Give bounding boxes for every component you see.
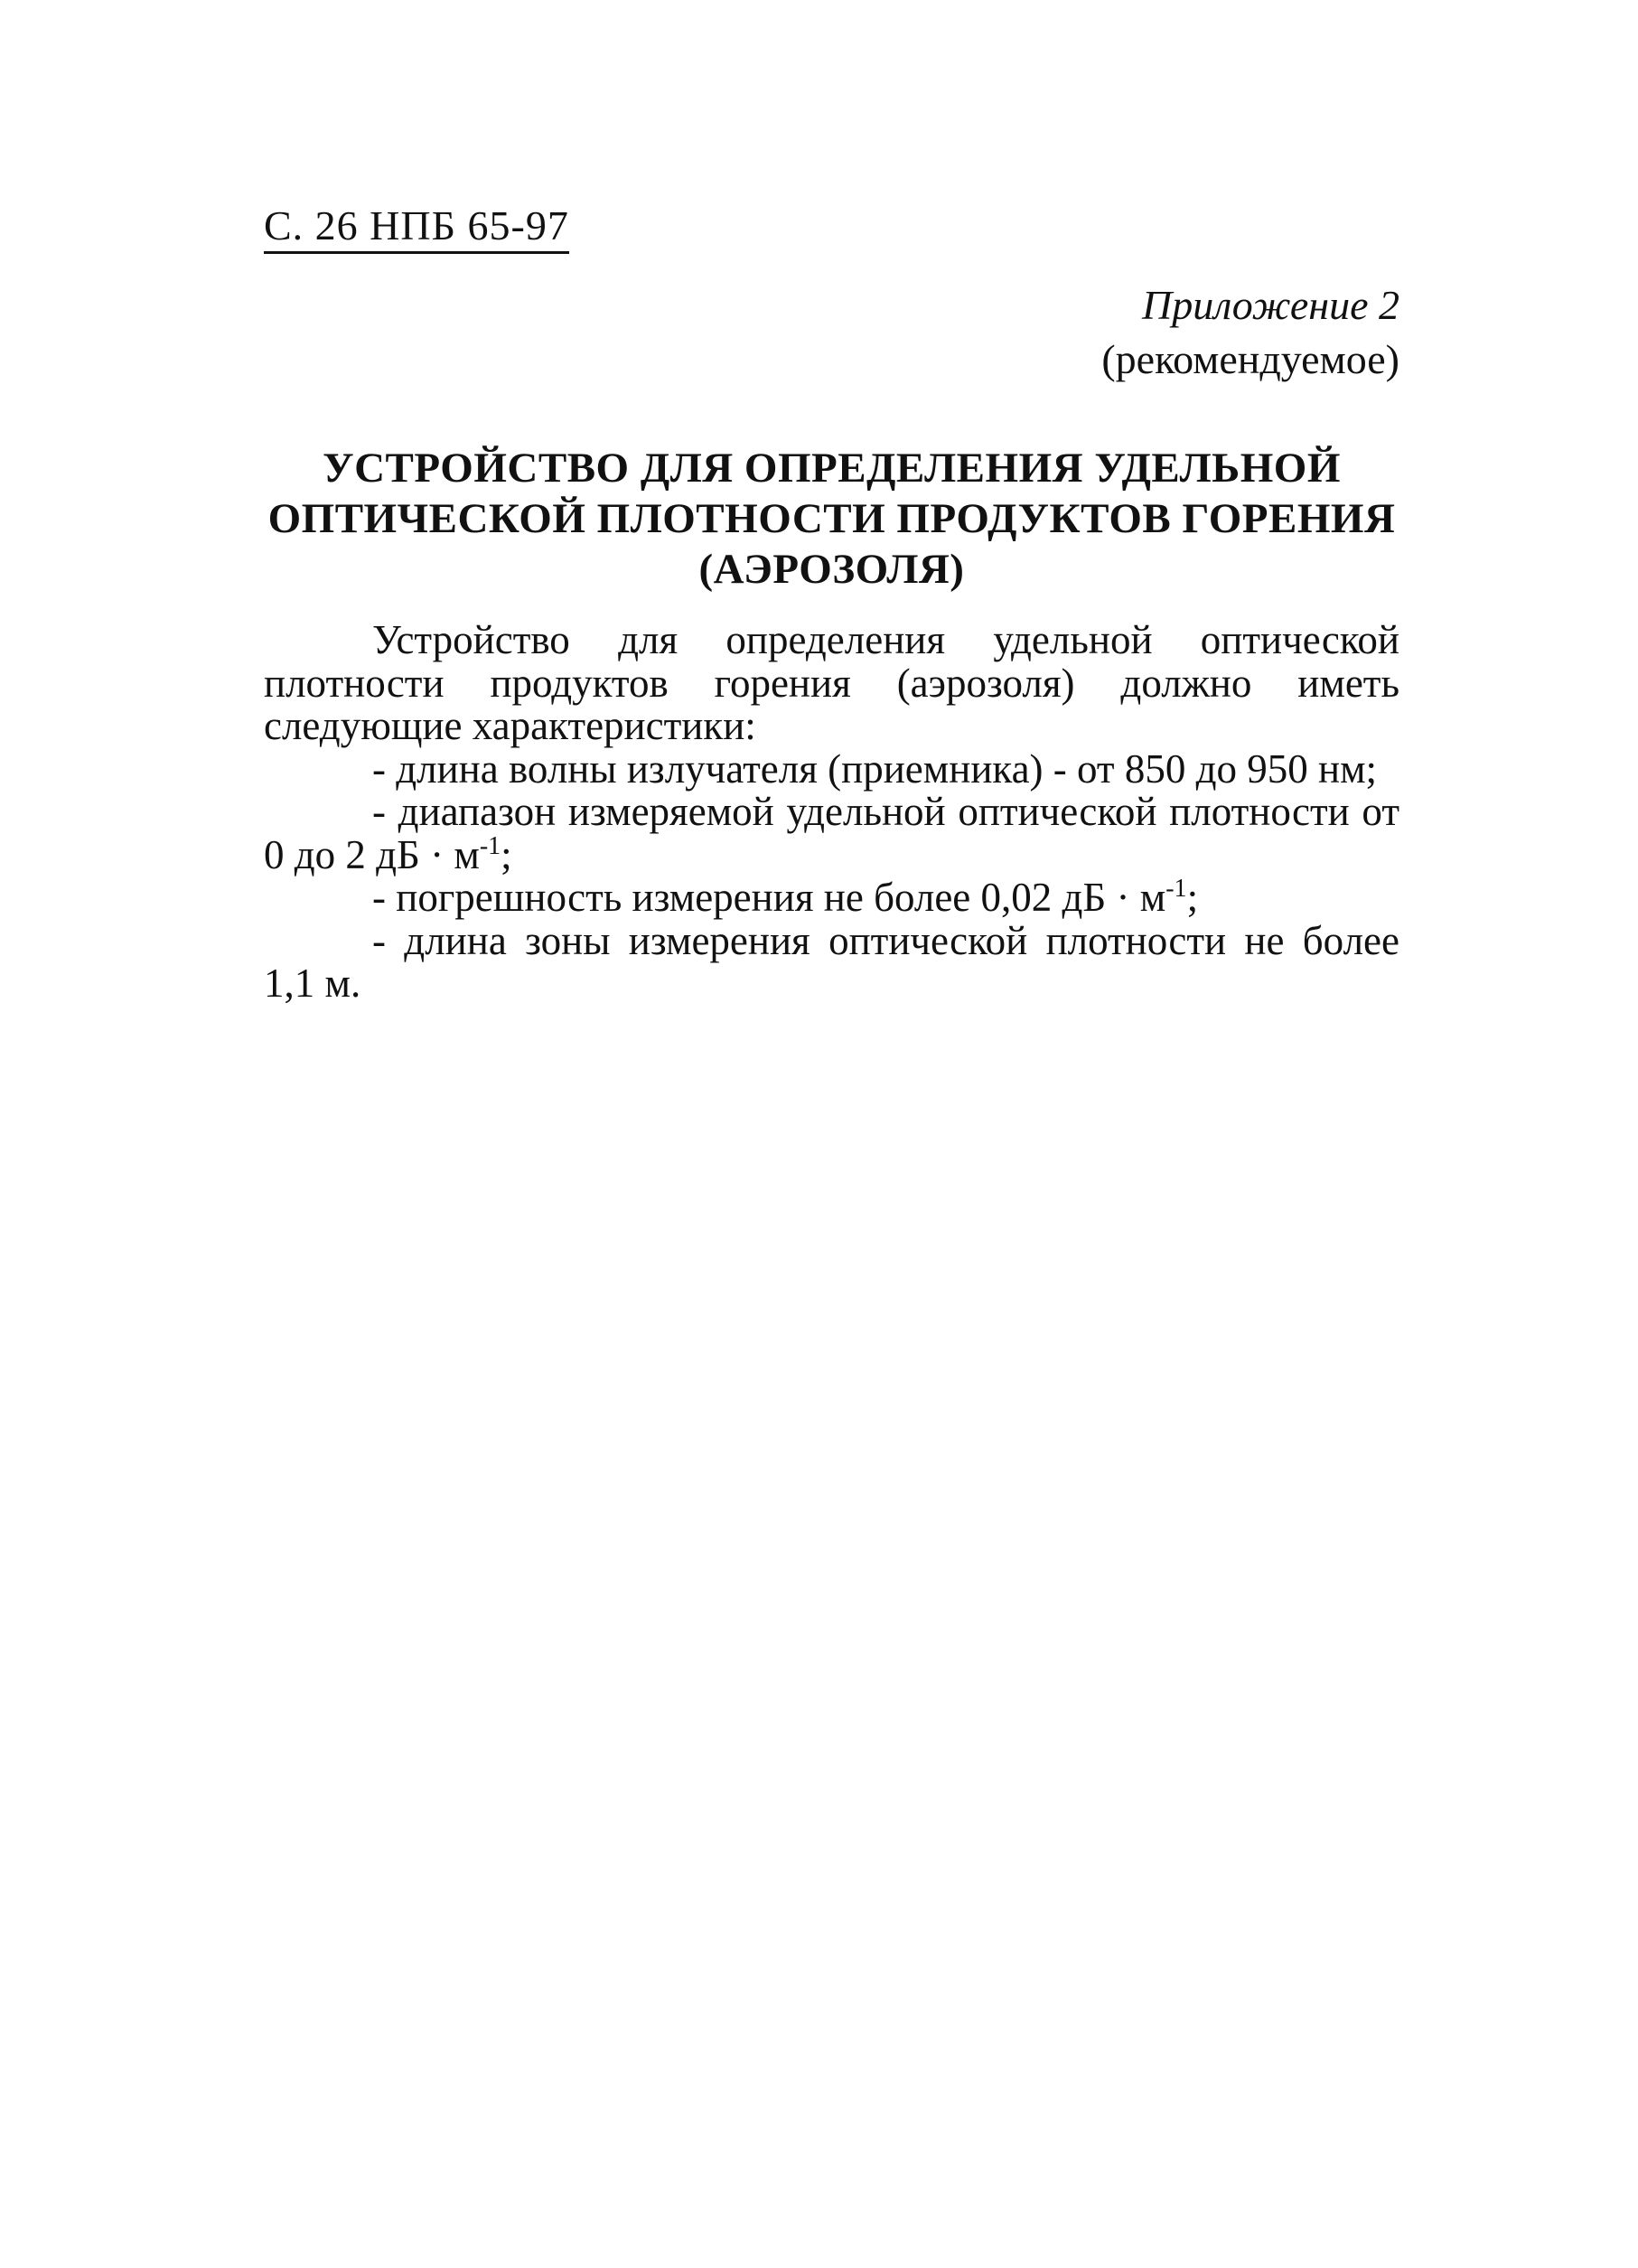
title-line-3: (АЭРОЗОЛЯ) — [698, 546, 965, 593]
measurement-error-exponent: -1 — [1165, 875, 1187, 903]
characteristics-list — [264, 745, 1399, 1006]
appendix-note: (рекомендуемое) — [1101, 336, 1399, 382]
document-title — [264, 443, 1399, 595]
list-item-wavelength: - длина волны излучателя (приемника) - от 850 до 950 нм; — [372, 745, 1378, 792]
title-line-2: ОПТИЧЕСКОЙ ПЛОТНОСТИ ПРОДУКТОВ ГОРЕНИЯ — [267, 495, 1396, 542]
list-item-measurement-error — [264, 876, 1399, 920]
intro-paragraph: Устройство для определения удельной оптической плотности продуктов горения (аэрозоля) должно иметь следующие характеристики: — [264, 617, 1399, 748]
list-item-zone-length: - длина зоны измерения оптической плотности не более 1,1 м. — [264, 917, 1399, 1006]
measurement-error-text: - погрешность измерения не более 0,02 дБ · м — [372, 875, 1166, 920]
list-item-density-range — [264, 791, 1399, 876]
appendix-label: Приложение 2 — [1141, 282, 1399, 328]
appendix-heading — [1101, 278, 1399, 387]
page-reference: С. 26 НПБ 65-97 — [264, 201, 569, 254]
density-range-end: ; — [501, 831, 512, 877]
density-range-exponent: -1 — [479, 831, 501, 860]
document-body — [264, 619, 1399, 1006]
measurement-error-end: ; — [1186, 875, 1199, 920]
title-line-1: УСТРОЙСТВО ДЛЯ ОПРЕДЕЛЕНИЯ УДЕЛЬНОЙ — [323, 445, 1341, 492]
density-range-text: - диапазон измеряемой удельной оптической плотности от 0 до 2 дБ · м — [264, 789, 1399, 877]
